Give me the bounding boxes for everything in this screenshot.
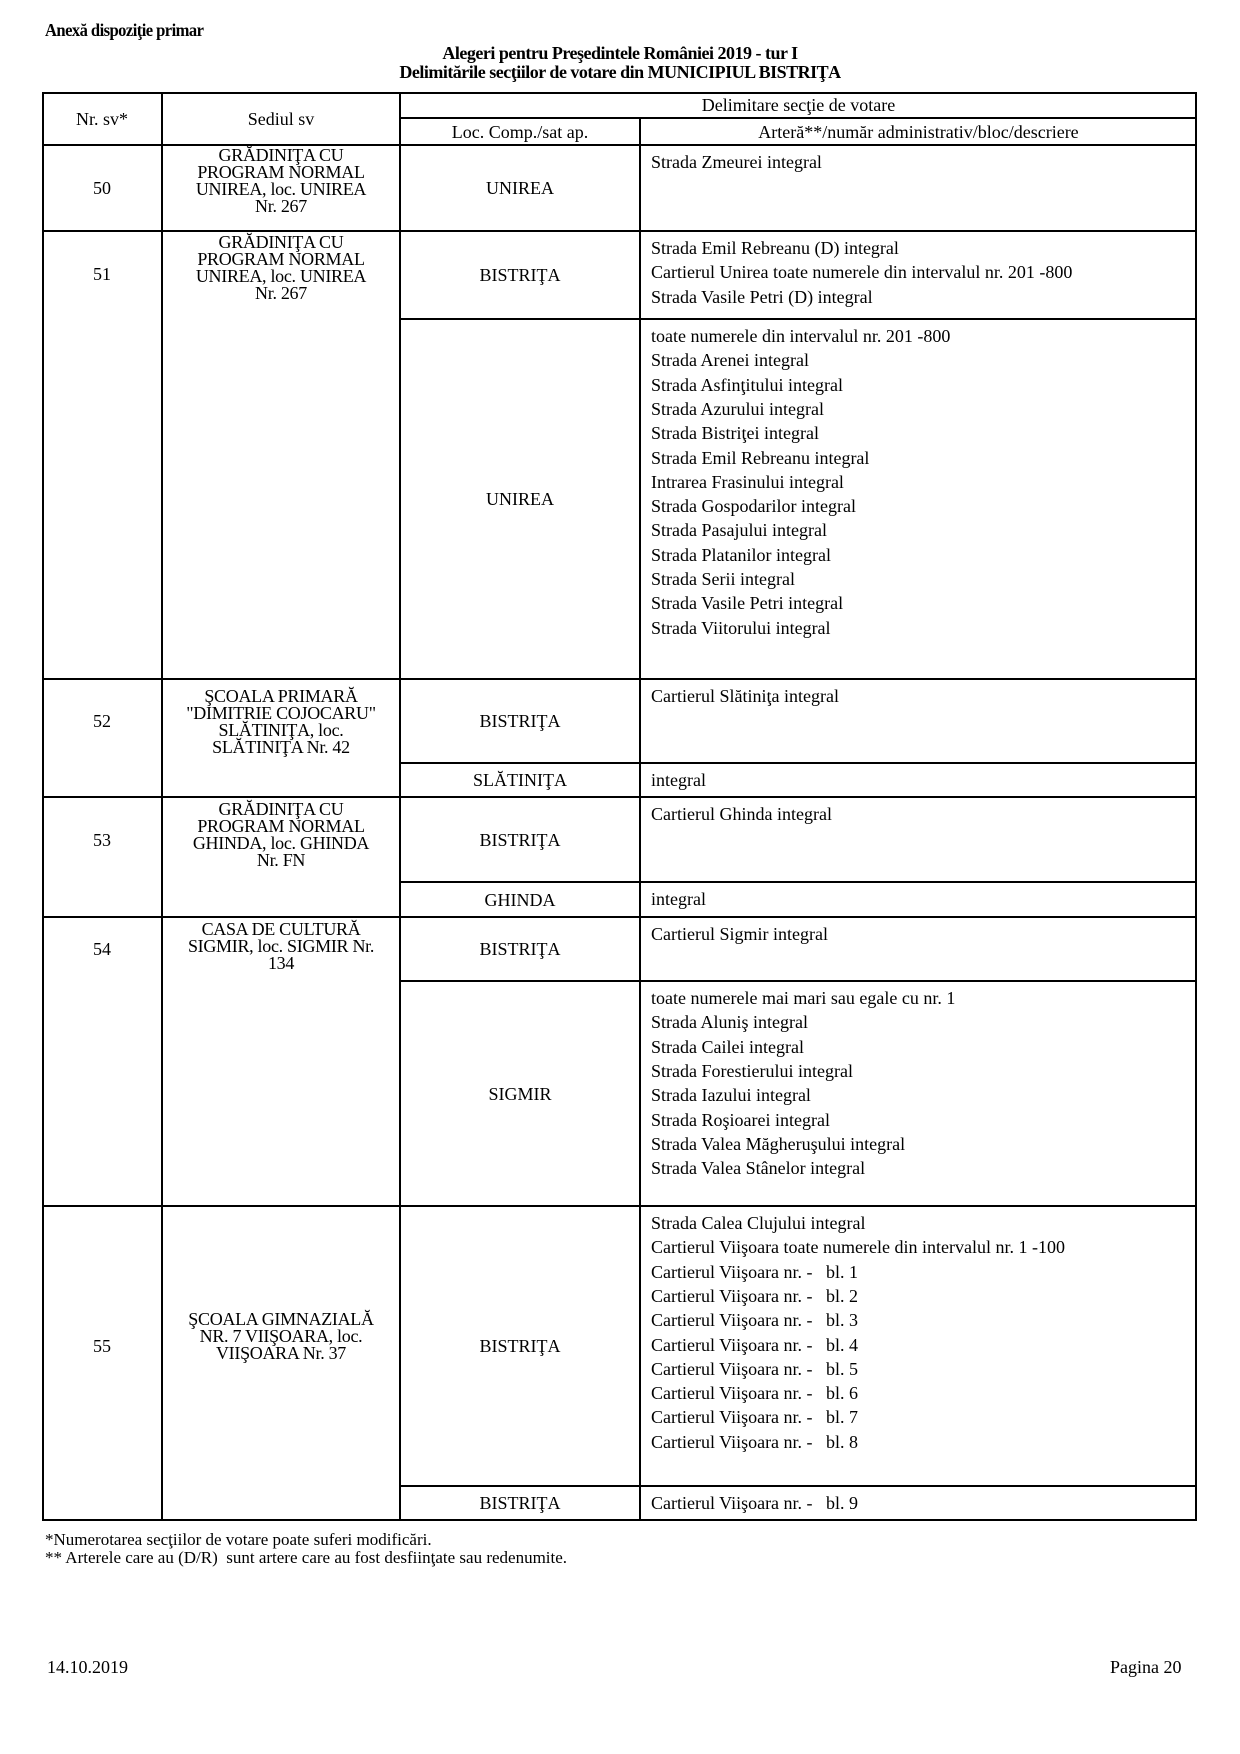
document-title: Alegeri pentru Preşedintele României 2019 - tur I [442,43,798,63]
section-venue: "DIMITRIE COJOCARU" [186,703,376,723]
section-number: 51 [93,264,111,284]
artery-line: Cartierul Viişoara nr. - bl. 8 [651,1431,859,1452]
artery-line: Strada Calea Clujului integral [651,1213,866,1233]
header-delimitare: Delimitare secţie de votare [701,95,896,115]
artery-line: Cartierul Viişoara nr. - bl. 7 [651,1407,859,1428]
locality: BISTRIŢA [479,265,561,285]
artery-line: Intrarea Frasinului integral [651,471,844,492]
section-venue: GHINDA, loc. GHINDA [192,833,370,853]
section-venue: UNIREA, loc. UNIREA [195,266,367,286]
locality: SLĂTINIŢA [473,770,567,790]
section-venue: SIGMIR, loc. SIGMIR Nr. [187,936,375,956]
locality: BISTRIŢA [479,1493,561,1513]
locality: SIGMIR [488,1083,552,1104]
section-venue: PROGRAM NORMAL [197,816,365,836]
annex-label: Anexă dispoziţie primar [45,20,204,40]
section-venue: PROGRAM NORMAL [197,162,365,182]
artery-line: Strada Valea Stânelor integral [651,1158,866,1179]
section-venue: Nr. FN [256,850,306,870]
artery-line: Strada Cailei integral [651,1036,804,1057]
artery-line: Cartierul Viişoara nr. - bl. 1 [651,1261,859,1282]
section-venue: GRĂDINIŢA CU [218,145,344,165]
artery-line: toate numerele din intervalul nr. 201 -800 [651,326,951,346]
section-number: 50 [93,178,111,198]
section-venue: Nr. 267 [255,283,307,303]
artery-line: Cartierul Viişoara nr. - bl. 9 [651,1493,859,1513]
section-venue: 134 [267,953,295,973]
artery-line: Cartierul Unirea toate numerele din intervalul nr. 201 -800 [651,262,1073,283]
artery-line: Strada Viitorului integral [651,617,831,638]
header-loc-comp: Loc. Comp./sat ap. [451,121,589,142]
artery-line: Cartierul Viişoara nr. - bl. 5 [651,1358,859,1379]
footer-page-number: Pagina 20 [1110,1657,1182,1677]
section-venue: SLĂTINIŢA Nr. 42 [212,737,350,757]
artery-line: Strada Aluniş integral [651,1012,808,1033]
artery-line: Cartierul Slătiniţa integral [651,686,839,706]
artery-line: integral [651,889,706,909]
artery-line: Strada Emil Rebreanu integral [651,447,870,468]
footnote-arteries: ** Arterele care au (D/R) sunt artere care au fost desfiinţate sau redenumite. [45,1548,568,1567]
locality: UNIREA [486,489,554,509]
artery-line: integral [651,770,706,790]
section-number: 54 [93,939,111,959]
document-subtitle: Delimitările secţiilor de votare din MUNICIPIUL BISTRIŢA [399,62,841,82]
locality: BISTRIŢA [479,1336,561,1356]
artery-line: Strada Gospodarilor integral [651,496,856,517]
section-venue: NR. 7 VIIŞOARA, loc. [199,1326,363,1346]
artery-line: Cartierul Viişoara nr. - bl. 4 [651,1334,859,1355]
artery-line: Cartierul Viişoara nr. - bl. 3 [651,1310,859,1331]
table-border-top [42,92,1197,94]
artery-line: Strada Arenei integral [651,350,809,371]
section-venue: Nr. 267 [255,196,307,216]
artery-line: Strada Vasile Petri (D) integral [651,286,873,307]
section-venue: GRĂDINIŢA CU [218,799,344,819]
artery-line: Strada Platanilor integral [651,544,831,565]
section-number: 55 [93,1336,111,1356]
section-number: 52 [93,711,111,731]
artery-line: Strada Asfinţitului integral [651,374,843,395]
delimitation-table [42,92,1197,1520]
locality: BISTRIŢA [479,711,561,731]
section-venue: VIIŞOARA Nr. 37 [215,1343,346,1363]
table-border-right [1195,92,1197,1520]
header-divider [400,117,1197,119]
section-venue: CASA DE CULTURĂ [201,919,361,939]
header-artera: Arteră**/număr administrativ/bloc/descriere [758,121,1079,142]
artery-line: Cartierul Viişoara nr. - bl. 2 [651,1285,859,1306]
section-venue: ŞCOALA GIMNAZIALĂ [188,1309,374,1329]
section-venue: SLĂTINIŢA, loc. [218,720,344,740]
section-number: 53 [93,829,111,850]
artery-line: Strada Azurului integral [651,398,824,419]
section-venue: PROGRAM NORMAL [197,249,365,269]
header-nr-sv: Nr. sv* [75,108,128,129]
locality: BISTRIŢA [479,939,561,959]
footnote-numbering: *Numerotarea secţiilor de votare poate suferi modificări. [45,1530,432,1549]
header-sediul-sv: Sediul sv [247,108,315,129]
artery-line: Strada Pasajului integral [651,520,827,541]
artery-line: Strada Valea Măgheruşului integral [651,1133,906,1154]
artery-line: Cartierul Sigmir integral [651,924,828,944]
artery-line: Cartierul Viişoara toate numerele din intervalul nr. 1 -100 [651,1237,1065,1258]
artery-line: Strada Vasile Petri integral [651,593,844,614]
artery-line: Strada Serii integral [651,569,795,589]
artery-line: Cartierul Viişoara nr. - bl. 6 [651,1383,859,1404]
section-venue: GRĂDINIŢA CU [218,232,344,252]
locality: UNIREA [486,178,554,198]
section-venue: UNIREA, loc. UNIREA [195,179,367,199]
artery-line: toate numerele mai mari sau egale cu nr. 1 [651,988,956,1008]
artery-line: Strada Roşioarei integral [651,1109,830,1130]
artery-line: Cartierul Ghinda integral [651,804,832,824]
artery-line: Strada Forestierului integral [651,1060,853,1081]
artery-line: Strada Bistriţei integral [651,423,819,444]
artery-line: Strada Zmeurei integral [651,152,822,172]
locality: BISTRIŢA [479,829,561,850]
artery-line: Strada Iazului integral [651,1085,811,1106]
section-venue: ŞCOALA PRIMARĂ [204,686,358,706]
artery-line: Strada Emil Rebreanu (D) integral [651,238,899,258]
footer-date: 14.10.2019 [47,1657,128,1677]
locality: GHINDA [484,889,556,910]
